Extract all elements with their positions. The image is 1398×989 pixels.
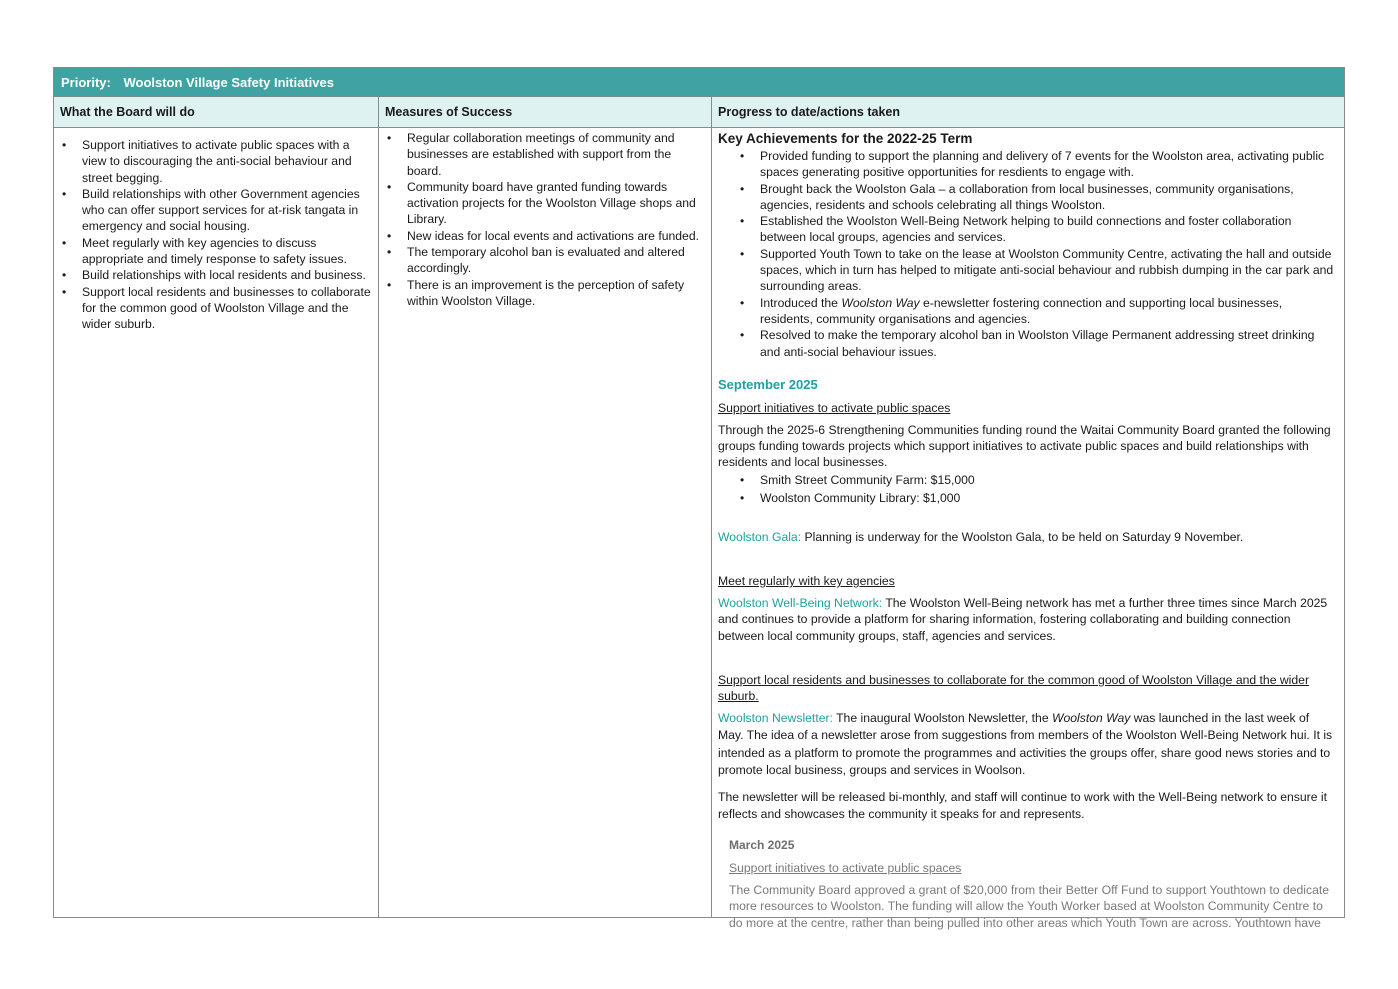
priority-header (54, 68, 1344, 97)
march-heading: March 2025 (729, 837, 795, 852)
list-item: • Support local residents and businesses to collaborate for the common good of Woolston Village and the wider suburb. (60, 284, 372, 333)
priority-table (53, 67, 1345, 930)
table-row (54, 128, 1344, 930)
grants-list (718, 471, 1338, 507)
section-subheading: Meet regularly with key agencies (718, 574, 895, 589)
column-header-board-actions: What the Board will do (54, 97, 379, 127)
newsletter-paragraph: Woolston Newsletter: The inaugural Woolston Newsletter, the Woolston Way was launched in the last week of May. The idea of a newsletter arose from suggestions from members of the Woolston Well-Being Network hui. It is intended as a platform to promote the programmes and activities the groups offer, share good news stories and to promote local business, groups and services in Woolson. (718, 710, 1333, 778)
list-item: • New ideas for local events and activations are funded. (385, 228, 705, 244)
list-item: • Resolved to make the temporary alcohol ban in Woolston Village Permanent addressing street drinking and anti-social behaviour issues. (718, 327, 1338, 360)
gala-paragraph: Woolston Gala: Planning is underway for the Woolston Gala, to be held on Saturday 9 November. (718, 529, 1244, 544)
key-achievements-title: Key Achievements for the 2022-25 Term (718, 131, 973, 146)
funding-paragraph: Through the 2025-6 Strengthening Communities funding round the Waitai Community Board granted the following groups funding towards projects which support initiatives to activate public spaces and build relationships with residents and local businesses. (718, 422, 1331, 470)
board-actions-list (60, 137, 372, 333)
newsletter-paragraph-2: The newsletter will be released bi-monthly, and staff will continue to work with the Well-Being network to ensure it reflects and showcases the community it speaks for and represents. (718, 789, 1327, 822)
list-item: • Build relationships with other Government agencies who can offer support services for at-risk tangata in emergency and social housing. (60, 186, 372, 235)
list-item: • Meet regularly with key agencies to discuss appropriate and timely response to safety issues. (60, 235, 372, 268)
section-subheading: Support local residents and businesses to collaborate for the common good of Woolston Village and the wider suburb. (718, 672, 1309, 703)
column-headers (54, 97, 1344, 128)
measures-list (385, 130, 705, 309)
list-item: • Brought back the Woolston Gala – a collaboration from local businesses, community organisations, agencies, residents and schools celebrating all things Woolston. (718, 181, 1338, 214)
priority-label: Priority: (61, 75, 111, 90)
measures-cell (379, 128, 712, 918)
network-paragraph: Woolston Well-Being Network: The Woolston Well-Being network has met a further three times since March 2025 and continues to provide a platform for sharing information, fostering collaborating and building connection between local community groups, staff, agencies and services. (718, 596, 1328, 643)
gala-label: Woolston Gala: (718, 529, 802, 544)
september-heading: September 2025 (718, 376, 818, 392)
list-item: • Community board have granted funding towards activation projects for the Woolston Village shops and Library. (385, 179, 705, 228)
column-header-progress: Progress to date/actions taken (718, 105, 901, 119)
list-item: • Established the Woolston Well-Being Network helping to build connections and foster collaboration between local groups, agencies and services. (718, 213, 1338, 246)
network-label: Woolston Well-Being Network: (718, 596, 883, 611)
list-item: • Build relationships with local residents and business. (60, 267, 372, 283)
priority-title: Woolston Village Safety Initiatives (123, 75, 334, 90)
list-item: • Supported Youth Town to take on the lease at Woolston Community Centre, activating the hall and outside spaces, which in turn has helped to mitigate anti-social behaviour and rubbish dumping in the car park and surrounding areas. (718, 246, 1338, 295)
list-item: • Provided funding to support the planning and delivery of 7 events for the Woolston area, activating public spaces generating positive opportunities for resdients to engage with. (718, 148, 1338, 181)
list-item: • Introduced the Woolston Way e-newsletter fostering connection and supporting local businesses, residents, community organisations and agencies. (718, 295, 1338, 328)
board-actions-cell (54, 128, 379, 918)
march-section (718, 836, 1338, 931)
list-item: • Woolston Community Library: $1,000 (718, 489, 1338, 507)
column-header-measures: Measures of Success (379, 97, 712, 127)
achievements-list (718, 148, 1338, 360)
section-subheading: Support initiatives to activate public spaces (729, 860, 962, 875)
progress-cell (712, 128, 1344, 930)
newsletter-label: Woolston Newsletter: (718, 710, 833, 725)
list-item: • Support initiatives to activate public spaces with a view to discouraging the anti-social behaviour and street begging. (60, 137, 372, 186)
list-item: • Regular collaboration meetings of community and businesses are established with support from the board. (385, 130, 705, 179)
youthtown-paragraph: The Community Board approved a grant of $20,000 from their Better Off Fund to support Youthtown to dedicate more resources to Woolston. The funding will allow the Youth Worker based at Woolston Community Centre to do more at the centre, rather than being pulled into other areas which Youth Town are across. Youthtown have (729, 882, 1330, 930)
list-item: • There is an improvement is the perception of safety within Woolston Village. (385, 277, 705, 310)
list-item: • The temporary alcohol ban is evaluated and altered accordingly. (385, 244, 705, 277)
list-item: • Smith Street Community Farm: $15,000 (718, 471, 1338, 489)
section-subheading: Support initiatives to activate public spaces (718, 400, 951, 415)
